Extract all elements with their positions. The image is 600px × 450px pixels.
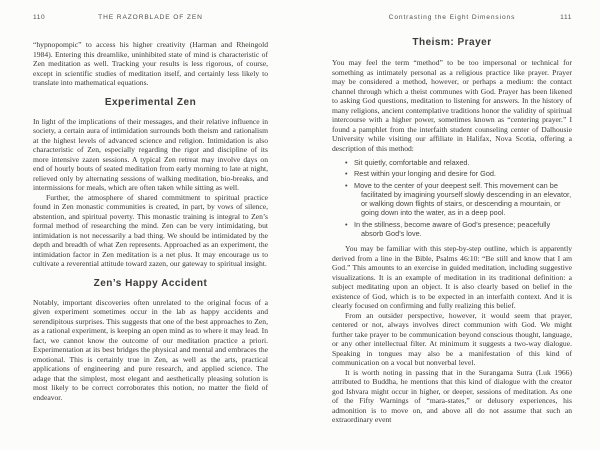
paragraph-you-may-feel: You may feel the term “method” to be too impersonal or technical for something as intimately personal as a religious practice like prayer. Prayer may be considered a method, however, or perhaps a medium: the contact channel through which a theist communes with God. Prayer has been likened to asking God questions, meditation to listening for answers. In the history of many religions, ancient contemplative traditions honor the validity of spiritual intercourse with a higher power, sometimes known as “centering prayer.” I found a pamphlet from the interfaith student counseling center of Dalhousie University while visiting our affiliate in Halifax, Nova Scotia, offering a description of this method: — [332, 58, 572, 153]
prayer-method-bullet-list — [345, 158, 572, 238]
bullet-icon: • — [345, 180, 348, 190]
section-heading-experimental-zen: Experimental Zen — [104, 96, 197, 108]
page-number-right: 111 — [560, 14, 572, 21]
list-item-text: Rest within your longing and desire for God. — [354, 169, 496, 179]
section-heading-zens-happy-accident: Zen’s Happy Accident — [93, 277, 208, 289]
paragraph-worth-noting: It is worth noting in passing that in the Surangama Sutra (Luk 1966) attributed to Buddha, he mentions that this kind of dialogue with the creator god Ishvara might occur in higher, or deeper, sessions of meditation. As one of the Fifty Warnings of “mara-states,” or delusory experiences, his admonition is to move on, and above all do not assume that such an extraordinary event — [332, 367, 572, 425]
list-item — [345, 181, 572, 218]
bullet-icon: • — [345, 169, 348, 179]
list-item — [345, 158, 572, 167]
running-title-right: Contrasting the Eight Dimensions — [388, 14, 516, 21]
running-title-left: THE RAZORBLADE OF ZEN — [98, 14, 203, 21]
running-head-right — [332, 13, 572, 22]
paragraph-continuation: “hypnopompic” to access his higher creativity (Harman and Rheingold 1984). Entering this dreamlike, uninhibited state of mind is characteristic of Zen meditation as well. Tracking your results is less rigorous, of course, except in scientific studies of meditation itself, and certainly less likely to translate into mathematical equations. — [33, 40, 268, 87]
list-item-text: In the stillness, become aware of God’s presence; peacefully absorb God’s love. — [354, 219, 551, 239]
list-item-text: Sit quietly, comfortable and relaxed. — [354, 158, 470, 167]
running-head-left — [33, 13, 268, 22]
list-item — [345, 220, 572, 239]
paragraph-in-light: In light of the implications of their messages, and their relative influence in society, a certain aura of intimidation surrounds both theism and rationalism at the highest levels of advanced science and religion. Intimidation is also characteristic of Zen, especially regarding the rigor and discipline of its more intensive zazen sessions. A typical Zen retreat may involve days on end of hourly bouts of seated meditation from early morning to late at night, relieved only by alternating sessions of walking meditation, bio-breaks, and intermissions for meals, which are often taken while sitting as well. — [33, 116, 268, 192]
paragraph-from-outsider: From an outsider perspective, however, it would seem that prayer, centered or not, always involves direct communion with God. We might further take prayer to be communication beyond conscious thought, language, or any other intellectual filter. At minimum it suggests a two-way dialogue. Speaking in tongues may also be a manifestation of this kind of communication on a vocal but nonverbal level. — [332, 310, 572, 368]
paragraph-you-may-be-familiar: You may be familiar with this step-by-step outline, which is apparently derived from a line in the Bible, Psalms 46:10: “Be still and know that I am God.” This amounts to an exercise in guided meditation, including suggestive visualizations. It is an example of meditation in its traditional definition: a subject meditating upon an object. It is also clearly based on belief in the existence of God, which is to be expected in an interfaith context. And it is clearly focused on confirming and fully realizing this belief. — [332, 244, 572, 311]
paragraph-further: Further, the atmosphere of shared commitment to spiritual practice found in Zen monastic communities is created, in part, by vows of silence, abstention, and spiritual poverty. This monastic training is integral to Zen’s formal method of researching the mind. Zen can be very intimidating, but intimidation is not necessarily a bad thing. We should be intimidated by the depth and breadth of what Zen represents. Approached as an experiment, the intimidation factor in Zen meditation is a net plus. It may encourage us to cultivate a reverential attitude toward zazen, our gateway to spiritual insight. — [33, 192, 268, 268]
list-item-text: Move to the center of your deepest self. This movement can be facilitated by imagining yourself slowly descending in an elevator, or walking down flights of stairs, or descending a mountain, or going down into the water, as in a deep pool. — [354, 180, 572, 218]
list-item — [345, 169, 572, 178]
page-number-left: 110 — [33, 14, 46, 21]
section-heading-theism-prayer: Theism: Prayer — [412, 37, 492, 48]
bullet-icon: • — [345, 158, 348, 167]
paragraph-notably: Notably, important discoveries often unrelated to the original focus of a given experiment sometimes occur in the lab as happy accidents and serendipitous surprises. This suggests that one of the best approaches to Zen, as a rational experiment, is keeping an open mind as to where it may lead. In fact, we cannot know the outcome of our meditation practice a priori. Experimentation at its best bridges the physical and mental and embraces the emotional. This is certainly true in Zen, as well as the arts, practical applications of engineering and pure research, and applied science. The adage that the simplest, most elegant and aesthetically pleasing solution is most likely to be correct corroborates this notion, no matter the field of endeavor. — [33, 297, 268, 402]
page-right-111 — [300, 0, 600, 450]
bullet-icon: • — [345, 219, 348, 229]
